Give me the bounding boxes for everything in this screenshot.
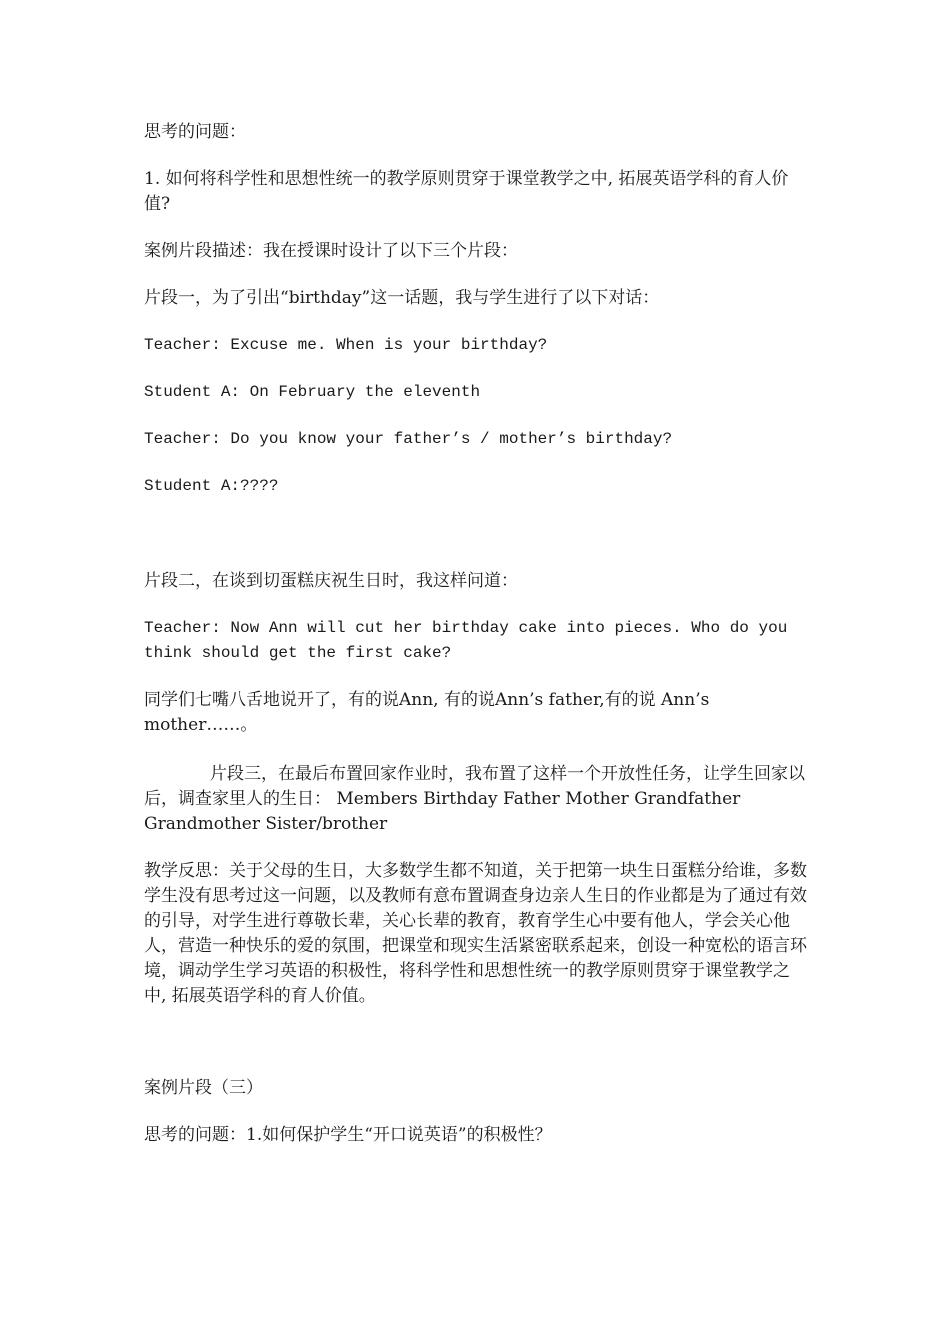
case-3-question: 思考的问题：1.如何保护学生“开口说英语”的积极性？ — [144, 1125, 552, 1145]
questions-heading: 思考的问题： — [144, 122, 246, 142]
case-3-heading: 案例片段（三） — [144, 1078, 263, 1098]
case-description: 案例片段描述：我在授课时设计了以下三个片段： — [144, 241, 518, 261]
dialogue-line-student-1: Student A: On February the eleventh — [144, 383, 481, 401]
segment-1-intro: 片段一，为了引出“birthday”这一话题，我与学生进行了以下对话： — [144, 288, 660, 308]
segment-2-intro: 片段二，在谈到切蛋糕庆祝生日时，我这样问道： — [144, 571, 518, 591]
segment-3-paragraph: 片段三，在最后布置回家作业时，我布置了这样一个开放性任务，让学生回家以后，调查家里人的生日： Members Birthday Father Mother Grandfather Grandmother Sister/brother — [144, 764, 805, 834]
segment-2-teacher-question: Teacher: Now Ann will cut her birthday cake into pieces. Who do you think should get the first cake? — [144, 619, 788, 662]
dialogue-line-teacher-2: Teacher: Do you know your father’s / mother’s birthday? — [144, 430, 673, 448]
dialogue-line-teacher-1: Teacher: Excuse me. When is your birthday? — [144, 336, 548, 354]
document-body — [144, 120, 810, 1148]
teaching-reflection: 教学反思：关于父母的生日，大多数学生都不知道，关于把第一块生日蛋糕分给谁，多数学生没有思考过这一问题，以及教师有意布置调查身边亲人生日的作业都是为了通过有效的引导，对学生进行尊敬长辈，关心长辈的教育，教育学生心中要有他人，学会关心他人，营造一种快乐的爱的氛围，把课堂和现实生活紧密联系起来，创设一种宽松的语言环境，调动学生学习英语的积极性，将科学性和思想性统一的教学原则贯穿于课堂教学之中, 拓展英语学科的育人价值。 — [144, 861, 807, 1006]
dialogue-line-student-2: Student A:???? — [144, 477, 279, 495]
question-1: 1. 如何将科学性和思想性统一的教学原则贯穿于课堂教学之中, 拓展英语学科的育人价值? — [144, 169, 789, 214]
segment-2-student-responses: 同学们七嘴八舌地说开了，有的说Ann, 有的说Ann’s father,有的说 Ann’s mother……。 — [144, 690, 710, 735]
